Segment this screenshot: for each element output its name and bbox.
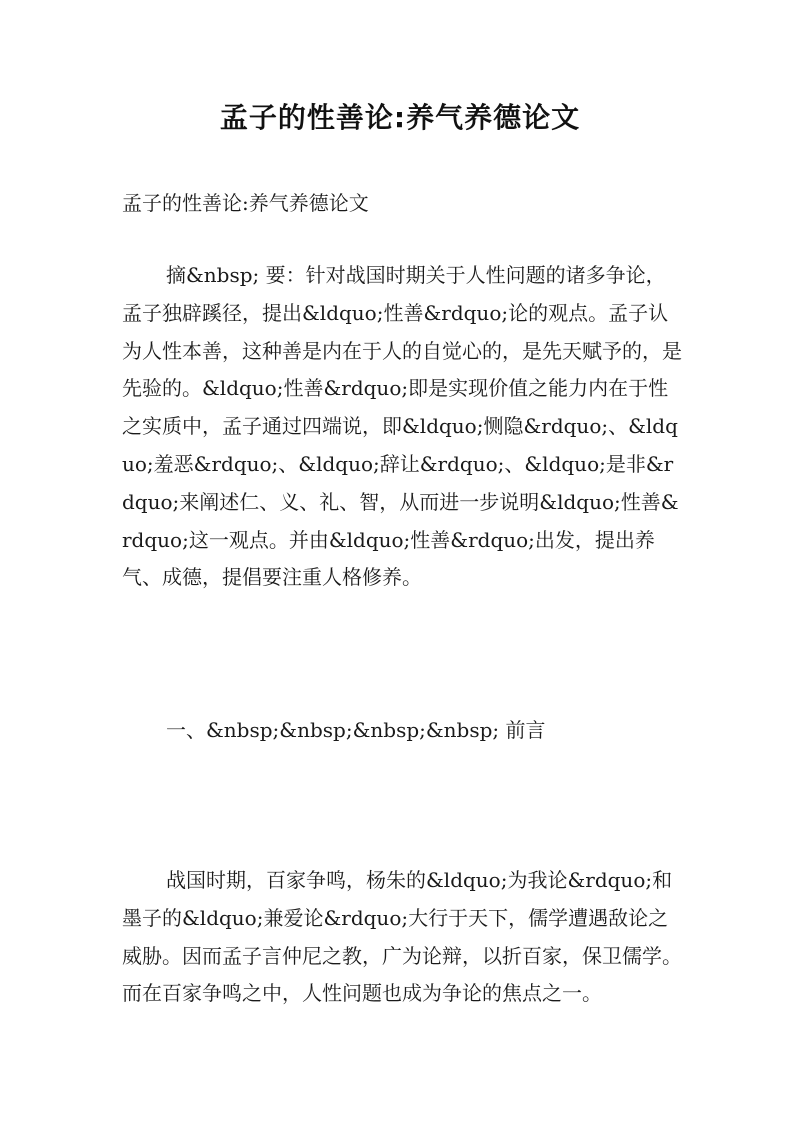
document-subtitle: 孟子的性善论:养气养德论文: [122, 191, 369, 215]
section-heading: 一、&nbsp;&nbsp;&nbsp;&nbsp; 前言: [166, 718, 546, 742]
intro-paragraph: 战国时期，百家争鸣，杨朱的&ldquo;为我论&rdquo;和墨子的&ldquo;兼爱论&rdquo;大行于天下，儒学遭遇敌论之威胁。因而孟子言仲尼之教，广为论辩，以折百家，保卫儒学。而在百家争鸣之中，人性问题也成为争论的焦点之一。: [122, 868, 682, 1006]
abstract-paragraph: 摘&nbsp; 要：针对战国时期关于人性问题的诸多争论，孟子独辟蹊径，提出&ldquo;性善&rdquo;论的观点。孟子认为人性本善，这种善是内在于人的自觉心的，是先天赋予的，是先验的。&ldquo;性善&rdquo;即是实现价值之能力内在于性之实质中，孟子通过四端说，即&ldquo;恻隐&rdquo;、&ldquo;羞恶&rdquo;、&ldquo;辞让&rdquo;、&ldquo;是非&rdquo;来阐述仁、义、礼、智，从而进一步说明&ldquo;性善&rdquo;这一观点。并由&ldquo;性善&rdquo;出发，提出养气、成德，提倡要注重人格修养。: [122, 263, 682, 590]
document-title: 孟子的性善论:养气养德论文: [219, 101, 581, 134]
